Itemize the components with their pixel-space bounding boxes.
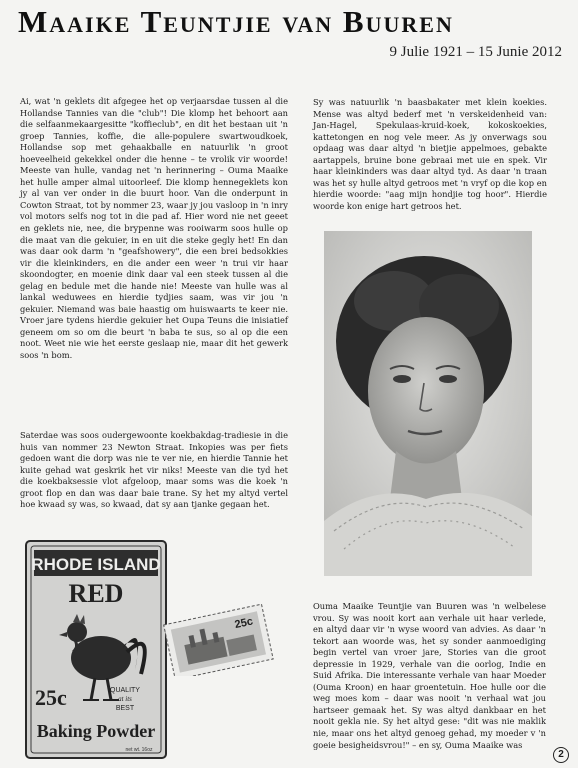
postage-stamp <box>160 604 276 676</box>
right-paragraph-1-text: Sy was natuurlik 'n baasbakater met klein koekies. Mense was altyd bederf met 'n verskeidenheid van: Jan-Hagel, Spekulaas-kruid-koek, kokoskoekies, kattetongen en nog vele meer. As jy onverwags sou opdaag was daar altyd 'n bietjie appelmoes, gebakte aartappels, bruine bone gebraai met uie en spek. Vir haar kleinkinders was daar altyd tyd. As daar 'n traan was het sy hulle altyd getroos met 'n vryf op die kop en hierdie woorde: "aag mijn hondjie tog hoor". Hierdie woorde kon enige hart getroos het. <box>313 97 547 211</box>
can-quality-2: at its <box>118 695 132 703</box>
page-number: 2 <box>553 747 569 763</box>
portrait-illustration <box>324 231 532 576</box>
life-dates: 9 Julie 1921 – 15 Junie 2012 <box>389 44 562 60</box>
stamp-value: 25c <box>233 615 255 632</box>
can-quality-3: BEST <box>115 705 135 712</box>
right-paragraph-2 <box>313 601 546 751</box>
can-price: 25c <box>35 685 67 710</box>
portrait-photo <box>324 231 532 576</box>
right-paragraph-1 <box>313 97 547 212</box>
right-paragraph-2-text: Ouma Maaike Teuntjie van Buuren was 'n welbelese vrou. Sy was nooit kort aan verhale uit haar verlede, en altyd daar vir 'n wyse woord van advies. As daar 'n tekort aan woorde was, het sy sonder aanmoediging begin vertel van vroer jare, Stories van die groot depressie in 1929, verhale van die oorlog, Indie en Suid Afrika. Die interessante verhale van haar Moeder (Ouma Kroon) en haar groentetuin. Hoe hulle oor die weg moes kom – daar was nooit 'n verhaal wat jou hartseer gemaak het. Sy was altyd dankbaar en het nooit gekla nie. Sy het altyd gese: "dit was nie maklik nie, maar ons het altyd genoeg gehad, my moeder v 'n goeie besigheidsvrou!" – en sy, Ouma Maaike was <box>313 601 546 750</box>
can-line-1: RHODE ISLAND <box>31 555 161 574</box>
page-title: Maaike Teuntjie van Buuren <box>18 4 454 39</box>
can-line-2: RED <box>68 579 124 608</box>
can-quality-1: QUALITY <box>110 687 140 694</box>
baking-powder-can <box>25 540 167 759</box>
left-paragraph-1-text: Ai, wat 'n geklets dit afgegee het op verjaarsdae tussen al die Hollandse Tannies van die "club"! Die klomp het behoort aan die selfaanmekaargesitte "koffieclub", en dit het bestaan uit 'n groep Tannies, koffie, die alle-populere swartwoudkoek, Hollandse sop met gehaakballe en natuurlik 'n groot hoeveelheid gekekkel onder die henne – te vrolik vir woorde! Meeste van hulle, vandag net 'n herinnering – Ouma Maaike het hulle amper almal uitoorleef. Die klomp hennegeklets kon jy al van ver onder in die buurt hoor. Van die onderpunt in Cowton Straat, tot by nommer 23, waar jy jou vasloop in 'n inry vol motors selfs nog tot in die pad af. Hier word nie net geeet en geklets nie, nee, die brypenne was rooiwarm soos hulle op die maat van die gekuier, in en uit die steke gegly het! En dan was daar ook darm 'n "geafshowery", die een brei bedsokkies vir die kleinkinders, en die ander een weer 'n trui vir haar skoondogter, en moenie dink daar val een steek tussen al die gelag en bedule met die hande nie! Meeste van hulle was al lankal weduwees en hierdie tydjies saam, was vir jou 'n gekuier. Niemand was baie haastig om huiswaarts te keer nie. Vroer jare tydens hierdie gekuier het Oupa Teuns die inisiatief geneem om so om die beurt 'n baba te sus, so al op die een noot. Weet nie wie het eerste geslaap nie, maar dit het gewerk soos 'n bom. <box>20 96 288 361</box>
left-paragraph-2 <box>20 430 288 511</box>
left-paragraph-2-text: Saterdae was soos oudergewoonte koekbakdag-tradiesie in die huis van nommer 23 Newton Straat. Inkopies was per fiets gedoen want die dorp was nie te ver nie, en hierdie Tannie het kuite gehad wat geskrik het vir niks! Meeste van die tyd het die koekbaksessie vlot afgeloop, maar soms was die koek 'n groot flop en dan was daar baie trane. Sy het my altyd vertel hoe kwaad sy was, so kwaad, dat sy aan tjanke gegaan het. <box>20 430 288 510</box>
left-paragraph-1 <box>20 96 288 362</box>
can-product: Baking Powder <box>36 721 156 741</box>
can-net-weight: net wt. 16oz <box>125 747 153 753</box>
